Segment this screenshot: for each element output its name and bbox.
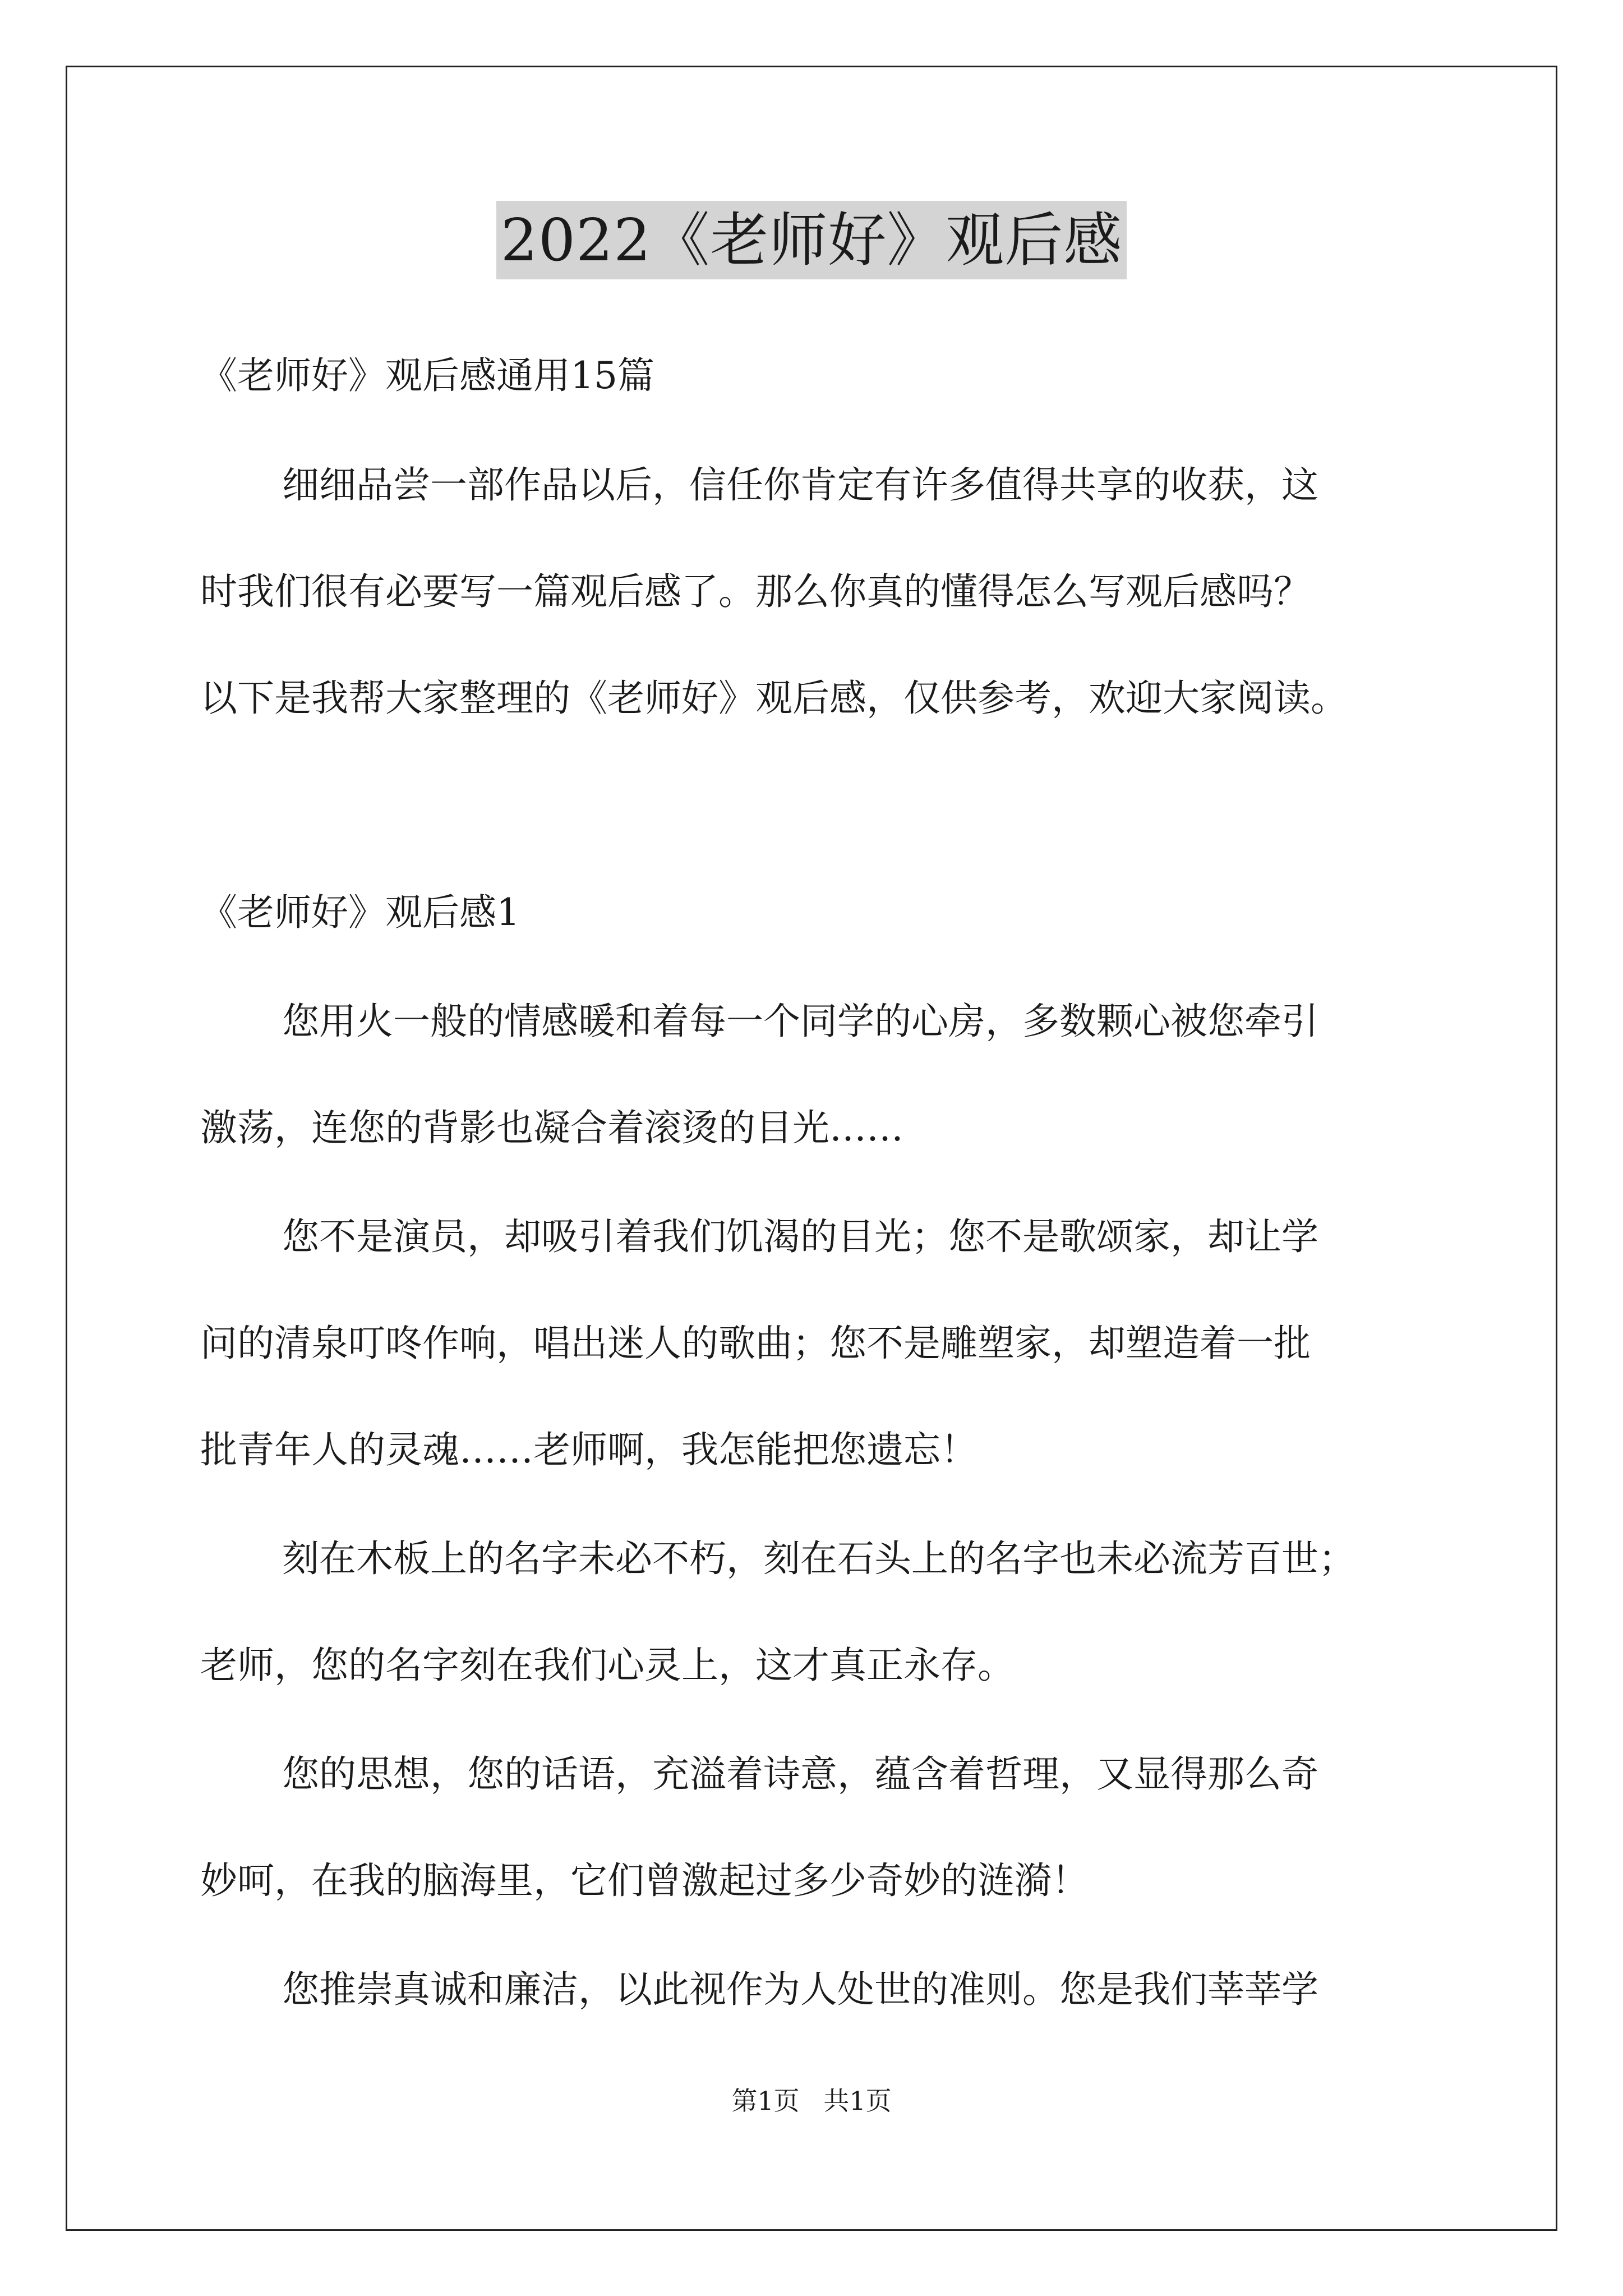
body-line: 您用火一般的情感暖和着每一个同学的心房，多数颗心被您牵引 [282,1000,1318,1043]
page-footer [0,2084,1623,2118]
intro-line: 时我们很有必要写一篇观后感了。那么你真的懂得怎么写观后感吗？ [200,570,1311,613]
body-line: 您推崇真诚和廉洁，以此视作为人处世的准则。您是我们莘莘学 [282,1968,1318,2011]
page-total: 共1页 [823,2086,892,2116]
page-number: 第1页 [731,2086,800,2116]
document-title: 2022《老师好》观后感 [496,201,1127,279]
intro-line: 细细品尝一部作品以后，信任你肯定有许多值得共享的收获，这 [282,463,1318,507]
body-line: 妙呵，在我的脑海里，它们曾激起过多少奇妙的涟漪！ [200,1859,1089,1902]
body-line: 问的清泉叮咚作响，唱出迷人的歌曲；您不是雕塑家，却塑造着一批 [200,1322,1311,1365]
body-line: 激荡，连您的背影也凝合着滚烫的目光…… [200,1106,903,1149]
title-container [0,201,1623,279]
body-line: 您的思想，您的话语，充溢着诗意，蕴含着哲理，又显得那么奇 [282,1752,1318,1796]
body-line: 刻在木板上的名字未必不朽，刻在石头上的名字也未必流芳百世； [282,1537,1355,1580]
body-line: 您不是演员，却吸引着我们饥渴的目光；您不是歌颂家，却让学 [282,1215,1318,1258]
section-heading: 《老师好》观后感1 [200,891,520,934]
subtitle: 《老师好》观后感通用15篇 [200,354,654,397]
body-line: 老师，您的名字刻在我们心灵上，这才真正永存。 [200,1644,1015,1687]
body-line: 批青年人的灵魂……老师啊，我怎能把您遗忘！ [200,1428,978,1471]
intro-line: 以下是我帮大家整理的《老师好》观后感，仅供参考，欢迎大家阅读。 [200,677,1348,720]
